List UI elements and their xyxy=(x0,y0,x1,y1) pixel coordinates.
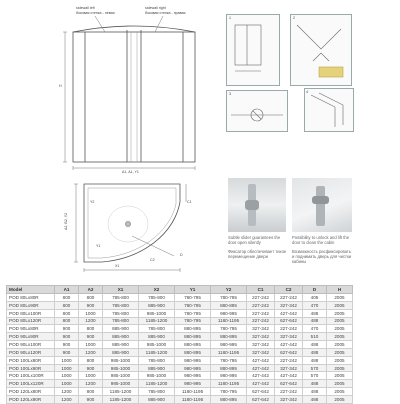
table-cell: 2005 xyxy=(327,348,353,356)
table-cell: 800 xyxy=(55,294,79,302)
slider-photo-right xyxy=(292,178,352,232)
height-dim-label: H xyxy=(59,84,62,88)
table-header-cell: C2 xyxy=(275,286,303,294)
table-row xyxy=(7,325,353,333)
table-cell: 885-900 xyxy=(139,395,175,403)
table-cell: POD 90Lx120R xyxy=(7,348,55,356)
table-header-cell: H xyxy=(327,286,353,294)
table-cell: 880-895 xyxy=(211,301,247,309)
table-cell: 885-900 xyxy=(103,348,139,356)
table-row xyxy=(7,380,353,388)
table-cell: 1000 xyxy=(79,309,103,317)
table-cell: 427-442 xyxy=(275,309,303,317)
table-cell: 488 xyxy=(303,317,327,325)
table-cell: POD 80Lx90R xyxy=(7,301,55,309)
y2-dim-label: Y2 xyxy=(90,200,95,204)
detail-sketch-2 xyxy=(290,14,352,86)
table-cell: 227-242 xyxy=(275,294,303,302)
table-cell: 800 xyxy=(55,301,79,309)
table-cell: 227-242 xyxy=(247,294,275,302)
table-cell: 980-995 xyxy=(211,372,247,380)
table-cell: 785-800 xyxy=(139,388,175,396)
side-dim-label: A2, B2, Y2 xyxy=(64,212,68,230)
table-cell: 985-1000 xyxy=(103,372,139,380)
table-cell: 327-342 xyxy=(275,301,303,309)
table-cell: 1180-1195 xyxy=(175,395,211,403)
table-cell: 780-795 xyxy=(211,388,247,396)
table-cell: 880-895 xyxy=(211,364,247,372)
table-cell: 980-995 xyxy=(175,380,211,388)
table-cell: 427-442 xyxy=(247,364,275,372)
slider-photo-left xyxy=(228,178,286,232)
table-cell: 327-342 xyxy=(275,333,303,341)
table-row xyxy=(7,356,353,364)
table-row xyxy=(7,388,353,396)
table-cell: 2005 xyxy=(327,301,353,309)
table-cell: 785-800 xyxy=(103,309,139,317)
table-cell: 880-895 xyxy=(175,341,211,349)
table-cell: 227-242 xyxy=(247,317,275,325)
table-cell: 885-900 xyxy=(103,341,139,349)
table-cell: 800 xyxy=(55,317,79,325)
table-cell: 1200 xyxy=(55,395,79,403)
table-cell: 2005 xyxy=(327,325,353,333)
front-width-dim-label: A1, A1, Y1 xyxy=(122,170,139,174)
table-cell: 1185-1200 xyxy=(139,317,175,325)
table-cell: 980-995 xyxy=(175,356,211,364)
table-row xyxy=(7,395,353,403)
table-cell: 900 xyxy=(55,341,79,349)
table-cell: 570 xyxy=(303,364,327,372)
table-row xyxy=(7,341,353,349)
table-cell: 1185-1200 xyxy=(103,395,139,403)
table-cell: 627-642 xyxy=(275,317,303,325)
table-header-cell: Model xyxy=(7,286,55,294)
table-cell: 2005 xyxy=(327,294,353,302)
table-cell: 780-795 xyxy=(175,301,211,309)
table-cell: 900 xyxy=(55,333,79,341)
table-cell: 800 xyxy=(55,309,79,317)
table-cell: 327-342 xyxy=(275,364,303,372)
table-cell: 980-995 xyxy=(211,309,247,317)
callout-2: 2 xyxy=(293,16,295,20)
table-cell: POD 100Lx120R xyxy=(7,380,55,388)
table-cell: POD 100Lx100R xyxy=(7,372,55,380)
table-cell: 1000 xyxy=(55,356,79,364)
table-cell: 1200 xyxy=(79,317,103,325)
right-photo-caption-en: Possibility to unlock and lift the door to clean the cabin xyxy=(292,235,350,245)
table-cell: 227-242 xyxy=(275,388,303,396)
table-cell: 1185-1200 xyxy=(139,348,175,356)
table-cell: 488 xyxy=(303,356,327,364)
table-cell: 1185-1200 xyxy=(139,380,175,388)
table-cell: 985-1000 xyxy=(103,356,139,364)
table-cell: 900 xyxy=(79,364,103,372)
table-cell: 488 xyxy=(303,395,327,403)
table-cell: 780-795 xyxy=(175,309,211,317)
table-cell: 785-800 xyxy=(103,317,139,325)
table-cell: POD 80Lx120R xyxy=(7,317,55,325)
table-cell: 2005 xyxy=(327,380,353,388)
table-cell: 1000 xyxy=(55,364,79,372)
table-cell: 800 xyxy=(79,294,103,302)
detail-sketch-1 xyxy=(226,14,280,86)
detail-sketch-3 xyxy=(226,90,288,132)
table-cell: 880-895 xyxy=(211,333,247,341)
table-cell: 227-242 xyxy=(275,356,303,364)
table-cell: 2005 xyxy=(327,309,353,317)
table-cell: 780-795 xyxy=(175,317,211,325)
c2-dim-label: C2 xyxy=(150,258,155,262)
table-cell: 327-342 xyxy=(247,341,275,349)
detail-sketch-4 xyxy=(304,88,354,132)
table-row xyxy=(7,348,353,356)
table-cell: 1000 xyxy=(55,372,79,380)
table-cell: 488 xyxy=(303,348,327,356)
table-cell: 2005 xyxy=(327,341,353,349)
table-cell: 2005 xyxy=(327,333,353,341)
table-cell: 985-1000 xyxy=(139,341,175,349)
table-cell: POD 80Lx80R xyxy=(7,294,55,302)
table-cell: 227-242 xyxy=(247,301,275,309)
table-cell: POD 120Lx90R xyxy=(7,395,55,403)
table-cell: 980-995 xyxy=(175,372,211,380)
y1-dim-label: Y1 xyxy=(96,244,101,248)
d-dim-label: D xyxy=(180,253,183,257)
table-row xyxy=(7,372,353,380)
table-cell: POD 100Lx90R xyxy=(7,364,55,372)
table-cell: 1200 xyxy=(55,388,79,396)
table-cell: 2005 xyxy=(327,372,353,380)
table-cell: 785-800 xyxy=(139,325,175,333)
table-cell: POD 120Lx80R xyxy=(7,388,55,396)
table-header-cell: X1 xyxy=(103,286,139,294)
table-cell: 1180-1195 xyxy=(211,317,247,325)
left-photo-caption-en: Subtle slider guarantees the door open silently xyxy=(228,235,281,245)
table-cell: 780-795 xyxy=(211,356,247,364)
table-cell: 470 xyxy=(303,325,327,333)
table-cell: 985-1000 xyxy=(139,372,175,380)
table-row xyxy=(7,294,353,302)
table-cell: 800 xyxy=(79,388,103,396)
table-cell: 900 xyxy=(55,348,79,356)
table-cell: 880-895 xyxy=(175,325,211,333)
table-cell: 980-995 xyxy=(175,364,211,372)
sidewall-right-ru-label: боковая стенка - правая xyxy=(145,11,186,15)
table-cell: 405 xyxy=(303,294,327,302)
table-cell: 627-642 xyxy=(247,388,275,396)
table-cell: 1180-1195 xyxy=(211,380,247,388)
table-cell: 985-1000 xyxy=(103,364,139,372)
table-cell: 488 xyxy=(303,341,327,349)
table-cell: 627-642 xyxy=(275,348,303,356)
table-row xyxy=(7,364,353,372)
callout-1: 1 xyxy=(229,16,231,20)
table-cell: 985-1000 xyxy=(139,309,175,317)
table-cell: POD 80Lx100R xyxy=(7,309,55,317)
table-cell: 427-442 xyxy=(275,341,303,349)
table-cell: 488 xyxy=(303,309,327,317)
table-cell: 427-442 xyxy=(247,356,275,364)
table-cell: 1180-1195 xyxy=(211,348,247,356)
table-cell: 427-442 xyxy=(275,372,303,380)
left-photo-caption-ru: Фиксатор обеспечивает тихое перемещение двери xyxy=(228,249,287,259)
table-cell: 800 xyxy=(79,325,103,333)
table-cell: 885-900 xyxy=(103,325,139,333)
table-cell: 627-642 xyxy=(275,380,303,388)
c1-dim-label: C1 xyxy=(187,200,192,204)
table-cell: POD 90Lx80R xyxy=(7,325,55,333)
table-cell: 1200 xyxy=(79,348,103,356)
table-cell: 885-900 xyxy=(139,333,175,341)
table-cell: 470 xyxy=(303,301,327,309)
table-cell: 900 xyxy=(55,325,79,333)
table-cell: 885-900 xyxy=(139,364,175,372)
table-cell: 785-800 xyxy=(103,301,139,309)
table-header-cell: A2 xyxy=(79,286,103,294)
table-cell: 1185-1200 xyxy=(103,388,139,396)
table-cell: 785-800 xyxy=(139,294,175,302)
table-row xyxy=(7,317,353,325)
right-photo-caption-ru: Возможность расфиксировать и поднимать дверь для чистки кабины xyxy=(292,249,352,264)
table-row xyxy=(7,333,353,341)
sidewall-left-label: sidewall left xyxy=(76,6,95,10)
table-cell: 880-895 xyxy=(211,395,247,403)
table-row xyxy=(7,309,353,317)
table-row xyxy=(7,301,353,309)
table-cell: 488 xyxy=(303,380,327,388)
table-cell: 2005 xyxy=(327,395,353,403)
table-cell: 780-795 xyxy=(211,325,247,333)
table-header-row xyxy=(7,286,353,294)
table-cell: 980-995 xyxy=(211,341,247,349)
table-header-cell: A1 xyxy=(55,286,79,294)
table-cell: 327-342 xyxy=(247,348,275,356)
table-cell: 780-795 xyxy=(211,294,247,302)
table-cell: 327-342 xyxy=(247,333,275,341)
table-cell: POD 100Lx80R xyxy=(7,356,55,364)
table-cell: 1180-1195 xyxy=(175,388,211,396)
table-cell: 785-800 xyxy=(103,294,139,302)
table-cell: 1000 xyxy=(79,372,103,380)
x1-dim-label: X1 xyxy=(115,264,120,268)
table-header-cell: Y1 xyxy=(175,286,211,294)
plan-view-drawing xyxy=(68,176,198,274)
table-cell: 985-1000 xyxy=(103,380,139,388)
table-cell: 227-242 xyxy=(247,309,275,317)
table-cell: 427-442 xyxy=(247,372,275,380)
sidewall-right-label: sidewall right xyxy=(145,6,166,10)
table-cell: 880-895 xyxy=(175,348,211,356)
callout-3: 3 xyxy=(229,92,231,96)
table-cell: 2005 xyxy=(327,356,353,364)
table-cell: 327-342 xyxy=(247,325,275,333)
table-cell: 1000 xyxy=(79,341,103,349)
table-header-cell: Y2 xyxy=(211,286,247,294)
table-cell: 1000 xyxy=(55,380,79,388)
table-header-cell: D xyxy=(303,286,327,294)
callout-4: 4 xyxy=(306,90,308,94)
table-cell: 900 xyxy=(79,301,103,309)
front-elevation-drawing xyxy=(55,8,205,176)
spec-table xyxy=(6,285,353,404)
table-cell: 2005 xyxy=(327,364,353,372)
table-cell: 488 xyxy=(303,388,327,396)
table-cell: 880-895 xyxy=(175,333,211,341)
table-cell: 900 xyxy=(79,395,103,403)
table-cell: 510 xyxy=(303,333,327,341)
table-cell: 885-900 xyxy=(139,301,175,309)
table-header-cell: C1 xyxy=(247,286,275,294)
sidewall-left-ru-label: боковая стенка - левая xyxy=(76,11,115,15)
table-cell: 327-342 xyxy=(275,395,303,403)
table-cell: 2005 xyxy=(327,317,353,325)
table-cell: 2005 xyxy=(327,388,353,396)
table-cell: 427-442 xyxy=(247,380,275,388)
table-cell: 227-242 xyxy=(275,325,303,333)
table-cell: 570 xyxy=(303,372,327,380)
table-cell: 627-642 xyxy=(247,395,275,403)
table-cell: 885-900 xyxy=(103,333,139,341)
table-cell: 800 xyxy=(79,356,103,364)
table-cell: 780-795 xyxy=(175,294,211,302)
table-cell: 785-800 xyxy=(139,356,175,364)
table-cell: POD 90Lx100R xyxy=(7,341,55,349)
table-cell: 900 xyxy=(79,333,103,341)
table-header-cell: X2 xyxy=(139,286,175,294)
table-cell: POD 90Lx90R xyxy=(7,333,55,341)
table-cell: 1200 xyxy=(79,380,103,388)
